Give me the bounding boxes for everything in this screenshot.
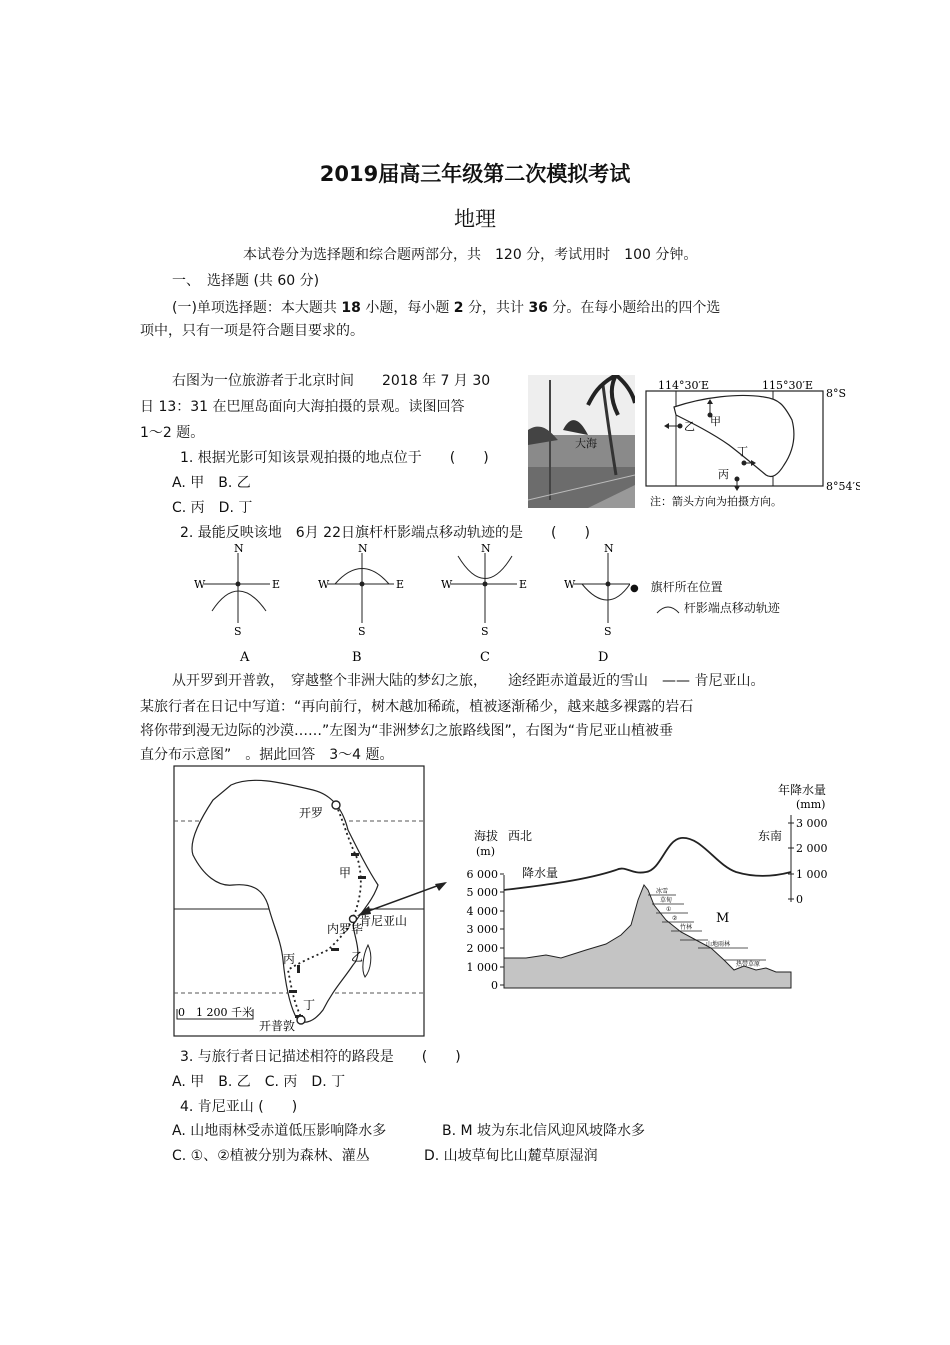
compass-n: N	[481, 542, 491, 555]
precip-axis-unit: (mm)	[796, 798, 826, 811]
q34-stem-line3: 将你带到漫无边际的沙漠……”左图为“非洲梦幻之旅路线图”，右图为“肯尼亚山植被垂	[140, 723, 674, 739]
legend-track	[656, 599, 780, 616]
subject-title: 地理	[454, 207, 496, 231]
question-4-option-a: A. 山地雨林受赤道低压影响降水多	[172, 1123, 387, 1139]
elevation-tick-label: 2 000	[466, 942, 498, 955]
question-3-options: A. 甲 B. 乙 C. 丙 D. 丁	[172, 1074, 346, 1090]
zone-label: ①	[666, 906, 672, 913]
question-4-option-b: B. M 坡为东北信风迎风坡降水多	[442, 1123, 646, 1139]
option-b-diagram	[318, 542, 404, 663]
compass-s: S	[604, 625, 612, 638]
map-point-jia: 甲	[710, 415, 721, 428]
lon-label-2: 115°30′E	[762, 379, 814, 392]
beach-photo	[528, 375, 635, 508]
subsection-instructions	[172, 297, 720, 317]
precip-axis-label: 年降水量	[778, 783, 827, 797]
nairobi-label: 内罗毕	[327, 922, 364, 936]
precip-tick-label: 1 000	[796, 868, 828, 881]
compass-e: E	[272, 578, 281, 591]
elevation-tick-label: 5 000	[466, 886, 498, 899]
exam-intro: 本试卷分为选择题和综合题两部分，共 120 分，考试用时 100 分钟。	[243, 247, 698, 263]
compass-w: W	[441, 578, 453, 591]
compass-s: S	[358, 625, 366, 638]
q12-stem-line2: 日 13：31 在巴厘岛面向大海拍摄的景观。读图回答	[140, 399, 465, 415]
zone-label: 冰雪	[656, 888, 669, 895]
q34-stem-line1: 从开罗到开普敦， 穿越整个非洲大陆的梦幻之旅， 途经距赤道最近的雪山 —— 肯尼亚山。	[172, 673, 765, 689]
question-3: 3. 与旅行者日记描述相符的路段是 ( )	[180, 1049, 461, 1065]
legend-track-label: 杆影端点移动轨迹	[683, 601, 780, 615]
map-point-bing: 丙	[718, 468, 729, 481]
instr-count: 18	[341, 300, 361, 316]
instr-part: 小题，每小题	[365, 300, 450, 316]
lon-label-1: 114°30′E	[658, 379, 710, 392]
question-1-options-1: A. 甲 B. 乙	[172, 475, 251, 491]
elevation-axis-label: 海拔	[474, 829, 499, 843]
photo-label: 大海	[575, 437, 597, 450]
kenya-vegetation-profile	[466, 780, 836, 995]
cairo-label: 开罗	[299, 806, 324, 820]
q12-stem-line1: 右图为一位旅游者于北京时间 2018 年 7 月 30	[172, 373, 491, 389]
compass-n: N	[234, 542, 244, 555]
option-b-label: B	[352, 650, 362, 663]
subsection-instructions-line2: 项中，只有一项是符合题目要求的。	[140, 323, 364, 339]
elevation-axis-unit: (m)	[476, 845, 496, 858]
precip-tick-label: 0	[796, 893, 803, 906]
exam-title: 2019届高三年级第二次模拟考试	[319, 162, 631, 186]
track-curve-icon	[656, 604, 680, 614]
legend-pole	[630, 578, 723, 595]
instr-total: 36	[528, 300, 548, 316]
compass-s: S	[234, 625, 242, 638]
section-heading: 一、 选择题 (共 60 分)	[172, 273, 320, 289]
question-1: 1. 根据光影可知该景观拍摄的地点位于 ( )	[180, 450, 489, 466]
compass-w: W	[318, 578, 330, 591]
segment-bing: 丙	[283, 952, 296, 966]
question-4: 4. 肯尼亚山 ( )	[180, 1099, 298, 1115]
map-point-ding: 丁	[737, 445, 748, 458]
q34-stem-line2: 某旅行者在日记中写道：“再向前行，树木越加稀疏，植被逐渐稀少，越来越多裸露的岩石	[140, 699, 694, 715]
zone-label: 草甸	[660, 897, 673, 904]
instr-part: (一)单项选择题：本大题共	[172, 300, 337, 316]
map-point-yi: 乙	[684, 420, 695, 433]
elevation-tick-label: 0	[491, 979, 498, 992]
shadow-track-options	[190, 541, 630, 663]
option-d-diagram	[564, 542, 630, 663]
bali-map	[644, 375, 860, 510]
se-label: 东南	[758, 829, 783, 843]
option-a-label: A	[240, 650, 250, 663]
option-c-diagram	[441, 542, 527, 663]
segment-ding: 丁	[303, 998, 316, 1012]
zone-label: 热带草原	[736, 961, 761, 968]
pole-dot-icon: ●	[630, 583, 639, 594]
map-note: 注：箭头方向为拍摄方向。	[650, 495, 782, 508]
option-a-diagram	[194, 542, 280, 663]
kenya-label: 肯尼亚山	[359, 914, 408, 928]
compass-e: E	[396, 578, 405, 591]
scale-bar-label: 0 1 200 千米	[178, 1006, 253, 1019]
compass-n: N	[604, 542, 614, 555]
slope-m-label: M	[716, 911, 730, 926]
instr-part: 分。在每小题给出的四个选	[552, 300, 721, 316]
compass-w: W	[564, 578, 576, 591]
pointer-arrow-icon	[355, 878, 450, 918]
q12-stem-line3: 1～2 题。	[140, 425, 205, 441]
question-2: 2. 最能反映该地 6月 22日旗杆杆影端点移动轨迹的是 ( )	[180, 525, 590, 541]
option-d-label: D	[598, 650, 609, 663]
precip-line-label: 降水量	[522, 866, 559, 880]
question-4-option-c: C. ①、②植被分别为森林、灌丛	[172, 1148, 370, 1164]
compass-s: S	[481, 625, 489, 638]
elevation-tick-label: 3 000	[466, 923, 498, 936]
compass-e: E	[519, 578, 528, 591]
nw-label: 西北	[508, 829, 533, 843]
instr-part: 分，共计	[467, 300, 524, 316]
segment-yi: 乙	[351, 950, 364, 964]
option-c-label: C	[480, 650, 490, 663]
question-1-options-2: C. 丙 D. 丁	[172, 500, 253, 516]
instr-points: 2	[453, 300, 464, 316]
elevation-tick-label: 1 000	[466, 961, 498, 974]
zone-label: 山地雨林	[706, 941, 731, 948]
compass-n: N	[358, 542, 368, 555]
zone-label: ②	[672, 915, 678, 922]
compass-w: W	[194, 578, 206, 591]
question-4-option-d: D. 山坡草甸比山麓草原湿润	[424, 1148, 598, 1164]
precip-tick-label: 2 000	[796, 842, 828, 855]
capetown-label: 开普敦	[259, 1019, 296, 1033]
lat-label-2: 8°54′S	[826, 480, 860, 493]
elevation-tick-label: 4 000	[466, 905, 498, 918]
elevation-tick-label: 6 000	[466, 868, 498, 881]
segment-jia: 甲	[339, 866, 352, 880]
legend-pole-label: 旗杆所在位置	[650, 580, 723, 594]
zone-label: 竹林	[680, 924, 693, 931]
precip-tick-label: 3 000	[796, 817, 828, 830]
q34-stem-line4: 直分布示意图” 。据此回答 3～4 题。	[140, 747, 394, 763]
lat-label-1: 8°S	[826, 387, 847, 400]
